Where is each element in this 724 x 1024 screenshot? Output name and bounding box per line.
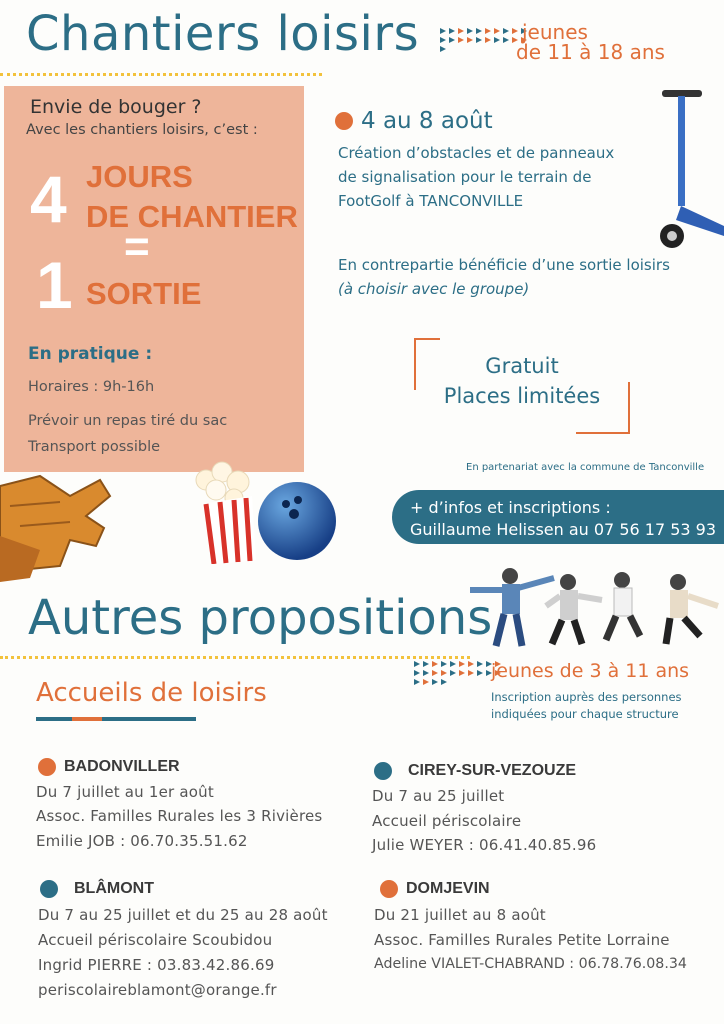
horaires-text: Horaires : 9h-16h	[28, 379, 155, 395]
structure-contact: Adeline VIALET-CHABRAND : 06.78.76.08.34	[374, 956, 687, 972]
inscription-line-1: Inscription auprès des personnes	[491, 690, 682, 704]
page-title: Chantiers loisirs	[26, 6, 420, 62]
bullet-dot-icon	[38, 758, 56, 776]
age-range-badge-2: jeunes de 3 à 11 ans	[491, 660, 690, 682]
inscription-line-2: indiquées pour chaque structure	[491, 707, 679, 721]
equals-sign: =	[124, 222, 150, 271]
partenariat-text: En partenariat avec la commune de Tanconville	[466, 462, 705, 473]
structure-name: CIREY-SUR-VEZOUZE	[408, 762, 577, 779]
structure-org: Accueil périscolaire Scoubidou	[38, 931, 273, 949]
structure-org: Assoc. Familles Rurales Petite Lorraine	[374, 931, 670, 949]
choisir-text: (à choisir avec le groupe)	[338, 280, 530, 298]
gratuit-box	[414, 338, 630, 434]
structure-domjevin	[380, 880, 490, 898]
age-line-2: de 11 à 18 ans	[516, 40, 665, 64]
sortie-word: SORTIE	[86, 276, 202, 311]
bowling-ball-icon	[256, 480, 338, 562]
heading-underline	[72, 717, 102, 721]
event-desc-3: FootGolf à TANCONVILLE	[338, 192, 524, 210]
places-limitees-text: Places limitées	[443, 384, 601, 408]
dotted-divider	[0, 73, 322, 76]
structure-dates: Du 21 juillet au 8 août	[374, 906, 546, 924]
structure-contact: Emilie JOB : 06.70.35.51.62	[36, 832, 248, 850]
scooter-icon	[652, 86, 724, 252]
days-number: 4	[30, 162, 67, 236]
structure-contact: Julie WEYER : 06.41.40.85.96	[372, 836, 597, 854]
event-date-text: 4 au 8 août	[361, 108, 493, 134]
structure-org: Assoc. Familles Rurales les 3 Rivières	[36, 807, 323, 825]
info-banner	[392, 490, 724, 544]
info-contact: Guillaume Helissen au 07 56 17 53 93	[410, 520, 717, 539]
structure-dates: Du 7 au 25 juillet et du 25 au 28 août	[38, 906, 328, 924]
bullet-dot-icon	[374, 762, 392, 780]
event-desc-2: de signalisation pour le terrain de	[338, 168, 592, 186]
bullet-dot-icon	[40, 880, 58, 898]
age-range-badge	[516, 22, 665, 62]
structure-cirey	[374, 762, 576, 780]
info-line-1: + d’infos et inscriptions :	[410, 498, 611, 517]
age-line-1: jeunes	[522, 20, 588, 44]
chantier-word: DE CHANTIER	[86, 199, 298, 234]
structure-blamont	[40, 880, 154, 898]
structure-dates: Du 7 au 25 juillet	[372, 787, 505, 805]
contrepartie-text: En contrepartie bénéficie d’une sortie loisirs	[338, 256, 670, 274]
structure-org: Accueil périscolaire	[372, 812, 522, 830]
heading-underline	[36, 717, 72, 721]
structure-name: DOMJEVIN	[406, 880, 490, 897]
heading-underline	[102, 717, 196, 721]
autres-title: Autres propositions	[28, 590, 493, 646]
transport-text: Transport possible	[28, 439, 161, 455]
intro-question: Envie de bouger ?	[30, 96, 202, 118]
structure-name: BLÂMONT	[74, 880, 154, 897]
structure-dates: Du 7 juillet au 1er août	[36, 783, 214, 801]
gloves-icon	[0, 466, 120, 586]
kids-jumping-photo	[470, 566, 724, 662]
bullet-dot-icon	[380, 880, 398, 898]
arrow-pattern-icon	[414, 660, 503, 686]
structure-name: BADONVILLER	[64, 758, 180, 775]
structure-badonviller	[38, 758, 180, 776]
event-date	[335, 108, 493, 134]
dotted-divider-2	[0, 656, 470, 659]
gratuit-text: Gratuit	[485, 354, 559, 378]
bullet-dot-icon	[335, 112, 353, 130]
pratique-heading: En pratique :	[28, 344, 153, 364]
structure-email[interactable]: periscolaireblamont@orange.fr	[38, 981, 277, 999]
accueils-heading: Accueils de loisirs	[36, 678, 267, 708]
repas-text: Prévoir un repas tiré du sac	[28, 413, 228, 429]
days-word: JOURS	[86, 159, 193, 194]
sortie-number: 1	[36, 248, 73, 322]
intro-subtitle: Avec les chantiers loisirs, c’est :	[26, 122, 258, 138]
event-desc-1: Création d’obstacles et de panneaux	[338, 144, 615, 162]
structure-contact: Ingrid PIERRE : 03.83.42.86.69	[38, 956, 275, 974]
